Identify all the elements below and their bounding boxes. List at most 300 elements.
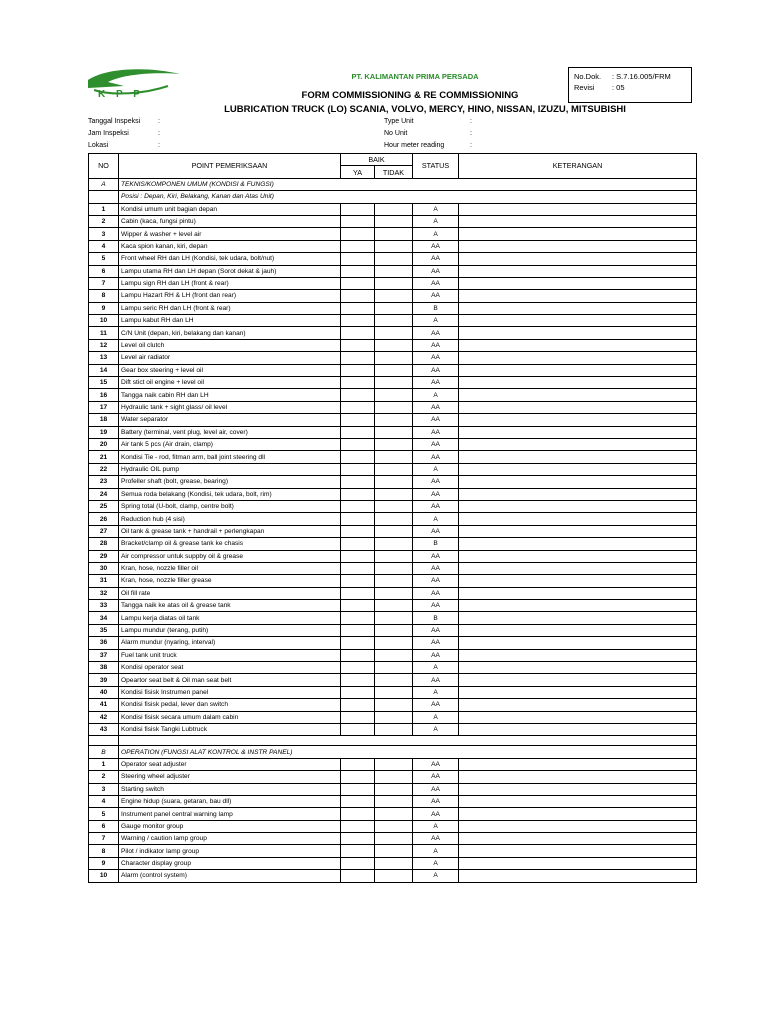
table-row [89, 723, 697, 735]
row-number: 2 [89, 771, 119, 783]
table-row [89, 649, 697, 661]
keterangan-cell[interactable] [459, 857, 697, 869]
ya-checkbox-cell[interactable] [341, 699, 375, 711]
status-cell: AA [413, 426, 459, 438]
ya-checkbox-cell[interactable] [341, 476, 375, 488]
tidak-checkbox-cell[interactable] [375, 426, 413, 438]
keterangan-cell[interactable] [459, 315, 697, 327]
row-number: 13 [89, 352, 119, 364]
table-row [89, 290, 697, 302]
table-row [89, 352, 697, 364]
header-no: NO [89, 154, 119, 179]
row-number: 4 [89, 795, 119, 807]
tidak-checkbox-cell[interactable] [375, 637, 413, 649]
status-cell: A [413, 870, 459, 882]
ya-checkbox-cell[interactable] [341, 575, 375, 587]
ya-checkbox-cell[interactable] [341, 600, 375, 612]
keterangan-cell[interactable] [459, 820, 697, 832]
row-number: 39 [89, 674, 119, 686]
section-a-header [89, 178, 697, 190]
tidak-checkbox-cell[interactable] [375, 783, 413, 795]
tidak-checkbox-cell[interactable] [375, 414, 413, 426]
status-cell: AA [413, 525, 459, 537]
row-number: 6 [89, 820, 119, 832]
status-cell: AA [413, 414, 459, 426]
point-text: Reduction hub (4 sisi) [119, 513, 341, 525]
tidak-checkbox-cell[interactable] [375, 451, 413, 463]
kpp-logo [84, 66, 184, 106]
keterangan-cell[interactable] [459, 699, 697, 711]
ya-checkbox-cell[interactable] [341, 253, 375, 265]
keterangan-cell[interactable] [459, 364, 697, 376]
table-row [89, 240, 697, 252]
ya-checkbox-cell[interactable] [341, 488, 375, 500]
ya-checkbox-cell[interactable] [341, 513, 375, 525]
point-text: Air compressor untuk suppby oil & grease [119, 550, 341, 562]
ya-checkbox-cell[interactable] [341, 228, 375, 240]
point-text: C/N Unit (depan, kiri, belakang dan kanan) [119, 327, 341, 339]
row-number: 5 [89, 253, 119, 265]
table-row [89, 600, 697, 612]
row-number: 6 [89, 265, 119, 277]
tidak-checkbox-cell[interactable] [375, 758, 413, 770]
tidak-checkbox-cell[interactable] [375, 562, 413, 574]
table-row [89, 315, 697, 327]
tidak-checkbox-cell[interactable] [375, 612, 413, 624]
row-number: 19 [89, 426, 119, 438]
table-row [89, 476, 697, 488]
keterangan-cell[interactable] [459, 562, 697, 574]
keterangan-cell[interactable] [459, 513, 697, 525]
point-text: Level air radiator [119, 352, 341, 364]
ya-checkbox-cell[interactable] [341, 624, 375, 636]
table-row [89, 674, 697, 686]
ya-checkbox-cell[interactable] [341, 240, 375, 252]
ya-checkbox-cell[interactable] [341, 315, 375, 327]
tidak-checkbox-cell[interactable] [375, 833, 413, 845]
ya-checkbox-cell[interactable] [341, 795, 375, 807]
table-row [89, 513, 697, 525]
point-text: Kondisi fisisk pedal, lever dan switch [119, 699, 341, 711]
keterangan-cell[interactable] [459, 426, 697, 438]
keterangan-cell[interactable] [459, 538, 697, 550]
table-row [89, 538, 697, 550]
tidak-checkbox-cell[interactable] [375, 203, 413, 215]
tidak-checkbox-cell[interactable] [375, 438, 413, 450]
tidak-checkbox-cell[interactable] [375, 463, 413, 475]
status-cell: AA [413, 783, 459, 795]
table-row [89, 562, 697, 574]
ya-checkbox-cell[interactable] [341, 389, 375, 401]
point-text: Lampu Hazart RH & LH (front dan rear) [119, 290, 341, 302]
header-point: POINT PEMERIKSAAN [119, 154, 341, 179]
point-text: Kondisi fisisk Tangki Lubtruck [119, 723, 341, 735]
point-text: Air tank 5 pcs (Air drain, clamp) [119, 438, 341, 450]
row-number: 29 [89, 550, 119, 562]
ya-checkbox-cell[interactable] [341, 845, 375, 857]
ya-checkbox-cell[interactable] [341, 723, 375, 735]
ya-checkbox-cell[interactable] [341, 277, 375, 289]
keterangan-cell[interactable] [459, 550, 697, 562]
ya-checkbox-cell[interactable] [341, 612, 375, 624]
header-keterangan: KETERANGAN [459, 154, 697, 179]
tidak-checkbox-cell[interactable] [375, 339, 413, 351]
tidak-checkbox-cell[interactable] [375, 240, 413, 252]
ya-checkbox-cell[interactable] [341, 820, 375, 832]
inspection-table [88, 153, 697, 883]
status-cell: AA [413, 624, 459, 636]
ya-checkbox-cell[interactable] [341, 758, 375, 770]
table-row [89, 587, 697, 599]
keterangan-cell[interactable] [459, 463, 697, 475]
row-number: 25 [89, 500, 119, 512]
revisi-value: : 05 [612, 83, 625, 92]
table-row [89, 401, 697, 413]
tidak-checkbox-cell[interactable] [375, 870, 413, 882]
table-row [89, 327, 697, 339]
status-cell: AA [413, 637, 459, 649]
ya-checkbox-cell[interactable] [341, 870, 375, 882]
section-b-body [89, 746, 697, 882]
tidak-checkbox-cell[interactable] [375, 327, 413, 339]
table-row [89, 364, 697, 376]
ya-checkbox-cell[interactable] [341, 401, 375, 413]
revisi-label: Revisi [574, 83, 595, 92]
tidak-checkbox-cell[interactable] [375, 550, 413, 562]
tidak-checkbox-cell[interactable] [375, 711, 413, 723]
tidak-checkbox-cell[interactable] [375, 302, 413, 314]
status-cell: AA [413, 562, 459, 574]
keterangan-cell[interactable] [459, 352, 697, 364]
ya-checkbox-cell[interactable] [341, 550, 375, 562]
point-text: Spring total (U-bolt, clamp, centre bolt) [119, 500, 341, 512]
table-row [89, 277, 697, 289]
keterangan-cell[interactable] [459, 637, 697, 649]
logo-text: K P P [98, 89, 144, 100]
row-number: 1 [89, 203, 119, 215]
point-text: Battery (terminal, vent plug, level air, cover) [119, 426, 341, 438]
keterangan-cell[interactable] [459, 649, 697, 661]
tidak-checkbox-cell[interactable] [375, 401, 413, 413]
tidak-checkbox-cell[interactable] [375, 624, 413, 636]
ya-checkbox-cell[interactable] [341, 538, 375, 550]
tidak-checkbox-cell[interactable] [375, 538, 413, 550]
status-cell: AA [413, 808, 459, 820]
separator: : [158, 118, 160, 125]
ya-checkbox-cell[interactable] [341, 215, 375, 227]
ya-checkbox-cell[interactable] [341, 525, 375, 537]
row-number: 32 [89, 587, 119, 599]
keterangan-cell[interactable] [459, 389, 697, 401]
point-text: Warning / caution lamp group [119, 833, 341, 845]
table-row [89, 711, 697, 723]
hour-meter-label: Hour meter reading [384, 142, 445, 149]
ya-checkbox-cell[interactable] [341, 808, 375, 820]
keterangan-cell[interactable] [459, 711, 697, 723]
keterangan-cell[interactable] [459, 662, 697, 674]
row-number: 8 [89, 845, 119, 857]
posisi-text: Posisi : Depan, Kiri, Belakang, Kanan dan Atas Unit) [119, 191, 697, 203]
status-cell: AA [413, 795, 459, 807]
table-row [89, 414, 697, 426]
point-text: Character display group [119, 857, 341, 869]
form-subtitle: LUBRICATION TRUCK (LO) SCANIA, VOLVO, MERCY, HINO, NISSAN, IZUZU, MITSUBISHI [224, 104, 626, 115]
ya-checkbox-cell[interactable] [341, 783, 375, 795]
section-letter: B [89, 746, 119, 758]
tidak-checkbox-cell[interactable] [375, 808, 413, 820]
status-cell: B [413, 538, 459, 550]
table-row [89, 699, 697, 711]
ya-checkbox-cell[interactable] [341, 290, 375, 302]
status-cell: AA [413, 438, 459, 450]
tidak-checkbox-cell[interactable] [375, 795, 413, 807]
ya-checkbox-cell[interactable] [341, 686, 375, 698]
keterangan-cell[interactable] [459, 277, 697, 289]
tidak-checkbox-cell[interactable] [375, 662, 413, 674]
point-text: Lampu utama RH dan LH depan (Sorot dekat & jauh) [119, 265, 341, 277]
keterangan-cell[interactable] [459, 215, 697, 227]
keterangan-cell[interactable] [459, 228, 697, 240]
keterangan-cell[interactable] [459, 476, 697, 488]
table-row [89, 808, 697, 820]
keterangan-cell[interactable] [459, 500, 697, 512]
status-cell: AA [413, 771, 459, 783]
row-number: 17 [89, 401, 119, 413]
row-number: 3 [89, 228, 119, 240]
keterangan-cell[interactable] [459, 240, 697, 252]
table-row [89, 686, 697, 698]
status-cell: A [413, 857, 459, 869]
table-row [89, 215, 697, 227]
ya-checkbox-cell[interactable] [341, 463, 375, 475]
status-cell: A [413, 711, 459, 723]
status-cell: AA [413, 476, 459, 488]
status-cell: A [413, 203, 459, 215]
ya-checkbox-cell[interactable] [341, 339, 375, 351]
document-number-box [568, 67, 692, 103]
status-cell: AA [413, 364, 459, 376]
tidak-checkbox-cell[interactable] [375, 488, 413, 500]
status-cell: A [413, 845, 459, 857]
inspection-info-right [384, 116, 472, 152]
keterangan-cell[interactable] [459, 451, 697, 463]
table-row [89, 550, 697, 562]
keterangan-cell[interactable] [459, 771, 697, 783]
table-row [89, 451, 697, 463]
row-number: 1 [89, 758, 119, 770]
keterangan-cell[interactable] [459, 686, 697, 698]
ya-checkbox-cell[interactable] [341, 662, 375, 674]
keterangan-cell[interactable] [459, 723, 697, 735]
keterangan-cell[interactable] [459, 795, 697, 807]
tidak-checkbox-cell[interactable] [375, 845, 413, 857]
tidak-checkbox-cell[interactable] [375, 820, 413, 832]
table-row [89, 438, 697, 450]
ya-checkbox-cell[interactable] [341, 203, 375, 215]
row-number: 8 [89, 290, 119, 302]
point-text: Kondisi operator seat [119, 662, 341, 674]
keterangan-cell[interactable] [459, 612, 697, 624]
ya-checkbox-cell[interactable] [341, 377, 375, 389]
tidak-checkbox-cell[interactable] [375, 215, 413, 227]
ya-checkbox-cell[interactable] [341, 352, 375, 364]
tidak-checkbox-cell[interactable] [375, 265, 413, 277]
keterangan-cell[interactable] [459, 401, 697, 413]
status-cell: AA [413, 758, 459, 770]
separator: : [158, 130, 160, 137]
tidak-checkbox-cell[interactable] [375, 377, 413, 389]
status-cell: AA [413, 327, 459, 339]
row-number: 36 [89, 637, 119, 649]
keterangan-cell[interactable] [459, 624, 697, 636]
header-tidak: TIDAK [375, 166, 413, 178]
keterangan-cell[interactable] [459, 575, 697, 587]
keterangan-cell[interactable] [459, 870, 697, 882]
keterangan-cell[interactable] [459, 339, 697, 351]
table-row [89, 302, 697, 314]
keterangan-cell[interactable] [459, 783, 697, 795]
ya-checkbox-cell[interactable] [341, 426, 375, 438]
tidak-checkbox-cell[interactable] [375, 277, 413, 289]
keterangan-cell[interactable] [459, 377, 697, 389]
tidak-checkbox-cell[interactable] [375, 315, 413, 327]
tidak-checkbox-cell[interactable] [375, 587, 413, 599]
ya-checkbox-cell[interactable] [341, 327, 375, 339]
row-number: 18 [89, 414, 119, 426]
tidak-checkbox-cell[interactable] [375, 600, 413, 612]
keterangan-cell[interactable] [459, 488, 697, 500]
status-cell: A [413, 389, 459, 401]
ya-checkbox-cell[interactable] [341, 833, 375, 845]
tidak-checkbox-cell[interactable] [375, 723, 413, 735]
keterangan-cell[interactable] [459, 327, 697, 339]
ya-checkbox-cell[interactable] [341, 451, 375, 463]
point-text: Kondisi fisisk Instrumen panel [119, 686, 341, 698]
form-title: FORM COMMISSIONING & RE COMMISSIONING [301, 90, 519, 101]
point-text: Kran, hose, nozzle filler oil [119, 562, 341, 574]
status-cell: AA [413, 488, 459, 500]
row-number: 7 [89, 277, 119, 289]
row-number: 22 [89, 463, 119, 475]
lokasi-label: Lokasi [88, 142, 109, 149]
ya-checkbox-cell[interactable] [341, 302, 375, 314]
tidak-checkbox-cell[interactable] [375, 228, 413, 240]
row-number: 10 [89, 870, 119, 882]
keterangan-cell[interactable] [459, 203, 697, 215]
keterangan-cell[interactable] [459, 758, 697, 770]
tidak-checkbox-cell[interactable] [375, 476, 413, 488]
keterangan-cell[interactable] [459, 290, 697, 302]
keterangan-cell[interactable] [459, 302, 697, 314]
row-number: 9 [89, 857, 119, 869]
point-text: Kaca spion kanan, kiri, depan [119, 240, 341, 252]
keterangan-cell[interactable] [459, 414, 697, 426]
tidak-checkbox-cell[interactable] [375, 674, 413, 686]
ya-checkbox-cell[interactable] [341, 637, 375, 649]
point-text: Kondisi Tie - rod, fitman arm, ball joint steering dll [119, 451, 341, 463]
tidak-checkbox-cell[interactable] [375, 699, 413, 711]
ya-checkbox-cell[interactable] [341, 857, 375, 869]
separator: : [470, 130, 472, 137]
keterangan-cell[interactable] [459, 833, 697, 845]
ya-checkbox-cell[interactable] [341, 674, 375, 686]
ya-checkbox-cell[interactable] [341, 414, 375, 426]
status-cell: AA [413, 587, 459, 599]
empty-cell [89, 191, 119, 203]
table-row [89, 228, 697, 240]
ya-checkbox-cell[interactable] [341, 265, 375, 277]
table-row [89, 758, 697, 770]
ya-checkbox-cell[interactable] [341, 500, 375, 512]
keterangan-cell[interactable] [459, 525, 697, 537]
row-number: 2 [89, 215, 119, 227]
tidak-checkbox-cell[interactable] [375, 513, 413, 525]
tidak-checkbox-cell[interactable] [375, 525, 413, 537]
ya-checkbox-cell[interactable] [341, 711, 375, 723]
company-name: PT. KALIMANTAN PRIMA PERSADA [351, 72, 479, 81]
keterangan-cell[interactable] [459, 845, 697, 857]
keterangan-cell[interactable] [459, 438, 697, 450]
point-text: Profeller shaft (bolt, grease, bearing) [119, 476, 341, 488]
point-text: Kran, hose, nozzle filler grease [119, 575, 341, 587]
tidak-checkbox-cell[interactable] [375, 389, 413, 401]
status-cell: AA [413, 451, 459, 463]
no-unit-label: No Unit [384, 130, 408, 137]
ya-checkbox-cell[interactable] [341, 649, 375, 661]
ya-checkbox-cell[interactable] [341, 587, 375, 599]
ya-checkbox-cell[interactable] [341, 562, 375, 574]
tidak-checkbox-cell[interactable] [375, 857, 413, 869]
status-cell: AA [413, 240, 459, 252]
tidak-checkbox-cell[interactable] [375, 352, 413, 364]
tidak-checkbox-cell[interactable] [375, 500, 413, 512]
section-title: TEKNIS/KOMPONEN UMUM (KONDISI & FUNGSI) [119, 178, 697, 190]
ya-checkbox-cell[interactable] [341, 364, 375, 376]
point-text: Lampu seric RH dan LH (front & rear) [119, 302, 341, 314]
point-text: Instrument panel central warning lamp [119, 808, 341, 820]
keterangan-cell[interactable] [459, 808, 697, 820]
keterangan-cell[interactable] [459, 587, 697, 599]
ya-checkbox-cell[interactable] [341, 438, 375, 450]
row-number: 24 [89, 488, 119, 500]
separator: : [158, 142, 160, 149]
keterangan-cell[interactable] [459, 674, 697, 686]
table-row [89, 253, 697, 265]
table-row [89, 525, 697, 537]
table-row [89, 389, 697, 401]
point-text: Operator seat adjuster [119, 758, 341, 770]
table-row [89, 575, 697, 587]
tidak-checkbox-cell[interactable] [375, 771, 413, 783]
keterangan-cell[interactable] [459, 600, 697, 612]
tidak-checkbox-cell[interactable] [375, 649, 413, 661]
status-cell: AA [413, 265, 459, 277]
tidak-checkbox-cell[interactable] [375, 364, 413, 376]
doc-no-value: : S.7.16.005/FRM [612, 72, 671, 81]
point-text: Starting switch [119, 783, 341, 795]
row-number: 30 [89, 562, 119, 574]
keterangan-cell[interactable] [459, 253, 697, 265]
tidak-checkbox-cell[interactable] [375, 575, 413, 587]
ya-checkbox-cell[interactable] [341, 771, 375, 783]
tidak-checkbox-cell[interactable] [375, 290, 413, 302]
row-number: 7 [89, 833, 119, 845]
keterangan-cell[interactable] [459, 265, 697, 277]
tidak-checkbox-cell[interactable] [375, 686, 413, 698]
tidak-checkbox-cell[interactable] [375, 253, 413, 265]
section-title: OPERATION (FUNGSI ALAT KONTROL & INSTR PANEL) [119, 746, 697, 758]
point-text: Lampu kabut RH dan LH [119, 315, 341, 327]
